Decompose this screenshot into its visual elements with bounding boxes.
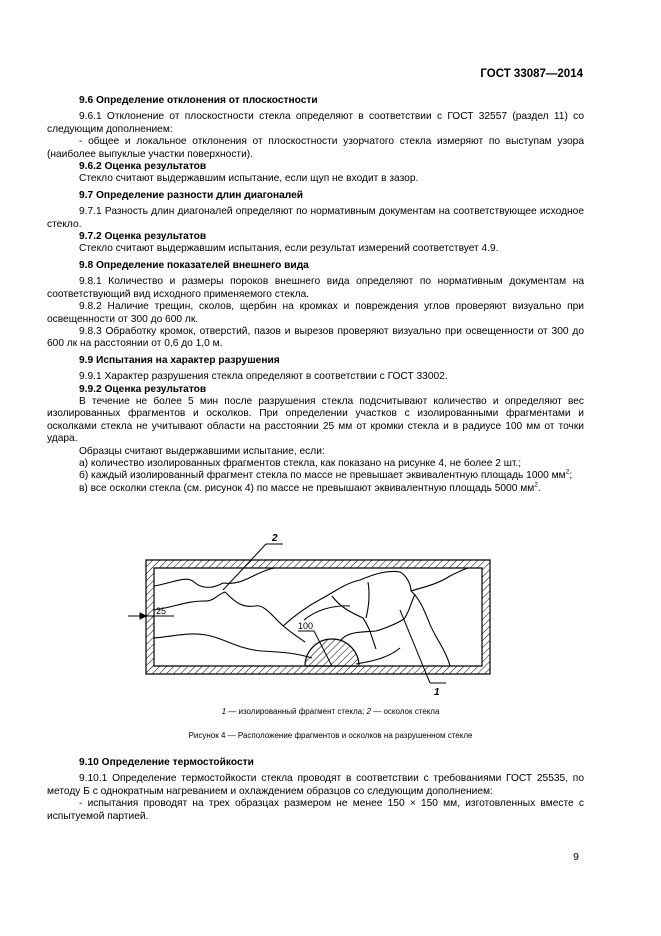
heading-9-7: 9.7 Определение разности длин диагоналей xyxy=(79,189,304,201)
crack-line xyxy=(356,648,400,664)
paragraph-9-10-1: 9.10.1 Определение термостойкости стекла проводят в соответствии с требованиями ГОСТ 25535, по методу Б с однократным нагреванием и охлаждением образцов со следующим дополнением: xyxy=(47,773,584,797)
crack-line xyxy=(283,571,400,626)
figure-4-fracture-diagram xyxy=(128,528,508,703)
paragraph-9-8-1: 9.8.1 Количество и размеры пороков внешнего вида определяют по нормативным документам на соответствующий вид исходного применяемого стекла. xyxy=(47,276,584,300)
paragraph-9-9-2: В течение не более 5 мин после разрушения стекла подсчитывают количество и определяют вес изолированных фрагментов и осколков. При определении участков с изолированными фрагментами и осколками стекла не учитывают области на расстоянии 25 мм от кромки стекла и в радиусе 100 мм от точки удара. xyxy=(47,395,584,445)
criterion-b-end: ; xyxy=(569,470,573,482)
heading-9-6: 9.6 Определение отклонения от плоскостности xyxy=(79,95,318,106)
paragraph-9-10-1-addition: - испытания проводят на трех образцах размером не менее 150 × 150 мм, изготовленных вместе с испытуемой партией. xyxy=(47,798,584,822)
criterion-b-sup: 2 xyxy=(565,468,570,476)
legend-text-2: — осколок стекла xyxy=(371,707,440,716)
crack-line xyxy=(411,568,468,591)
crack-line xyxy=(154,579,223,587)
leader-2-label: 2 xyxy=(272,533,278,544)
page-number: 9 xyxy=(573,851,579,863)
heading-9-9-2: 9.9.2 Оценка результатов xyxy=(79,383,207,395)
heading-9-7-2: 9.7.2 Оценка результатов xyxy=(79,231,207,243)
paragraph-criteria-intro: Образцы считают выдержавшими испытание, если: xyxy=(79,445,325,457)
figure-legend xyxy=(0,707,661,716)
paragraph-9-9-1: 9.9.1 Характер разрушения стекла определяют в соответствии с ГОСТ 33002. xyxy=(79,371,448,383)
paragraph-9-8-3: 9.8.3 Обработку кромок, отверстий, пазов и вырезов проверяют визуально при освещенности от 300 до 600 лк на расстоянии от 0,6 до 1,0 м. xyxy=(47,325,584,350)
criterion-c xyxy=(47,483,584,495)
paragraph-9-7-1: 9.7.1 Разность длин диагоналей определяют по нормативным документам на соответствующее исходное стекло. xyxy=(47,206,584,230)
dimension-25-label: 25 xyxy=(156,606,167,616)
heading-9-8: 9.8 Определение показателей внешнего вида xyxy=(79,259,309,271)
heading-9-9: 9.9 Испытания на характер разрушения xyxy=(79,354,280,366)
criterion-c-sup: 2 xyxy=(534,481,538,489)
paragraph-9-7-2: Стекло считают выдержавшим испытания, если результат измерений соответствует 4.9. xyxy=(79,243,499,255)
impact-zone-semicircle xyxy=(305,639,359,666)
dimension-arrow xyxy=(140,613,146,619)
paragraph-9-6-1-addition: - общее и локальное отклонения от плоскостности узорчатого стекла измеряют по выступам узора (наиболее выпуклые участки поверхности). xyxy=(47,136,584,160)
heading-9-10: 9.10 Определение термостойкости xyxy=(79,757,254,768)
crack-line xyxy=(411,591,450,666)
crack-line xyxy=(366,582,369,618)
crack-line xyxy=(154,634,312,658)
paragraph-9-6-2: Стекло считают выдержавшим испытание, если щуп не входит в зазор. xyxy=(79,173,419,185)
criterion-c-end: . xyxy=(537,482,541,494)
figure-title: Рисунок 4 — Расположение фрагментов и осколков на разрушенном стекле xyxy=(188,731,473,740)
heading-9-6-2: 9.6.2 Оценка результатов xyxy=(79,161,207,173)
crack-line xyxy=(404,594,415,619)
section-9-10 xyxy=(47,757,584,823)
radius-100-label: 100 xyxy=(298,621,314,631)
leader-1-label: 1 xyxy=(434,687,440,698)
legend-number-2: 2 xyxy=(366,707,371,716)
crack-line xyxy=(341,619,404,640)
paragraph-9-8-2: 9.8.2 Наличие трещин, сколов, щербин на кромках и повреждения углов проверяют визуально при освещенности от 300 до 600 лк. xyxy=(47,301,584,325)
crack-line xyxy=(304,606,350,620)
paragraph-9-6-1: 9.6.1 Отклонение от плоскостности стекла определяют в соответствии с ГОСТ 32557 (раздел 11) со следующим дополнением: xyxy=(47,111,584,135)
criterion-b-text: б) каждый изолированный фрагмент стекла по массе не превышает эквивалентную площадь 1000 мм xyxy=(79,470,566,482)
document-code: ГОСТ 33087—2014 xyxy=(480,68,583,80)
crack-line xyxy=(400,572,411,591)
sections-9-6-to-9-9 xyxy=(47,95,584,495)
legend-number-1: 1 xyxy=(221,707,227,716)
legend-text-1: — изолированный фрагмент стекла; xyxy=(226,707,367,716)
criterion-c-text: в) все осколки стекла (см. рисунок 4) по массе не превышают эквивалентную площадь 5000 мм xyxy=(79,482,535,494)
criterion-b xyxy=(47,470,584,482)
criterion-a: а) количество изолированных фрагментов стекла, как показано на рисунке 4, не более 2 шт.; xyxy=(79,457,522,469)
